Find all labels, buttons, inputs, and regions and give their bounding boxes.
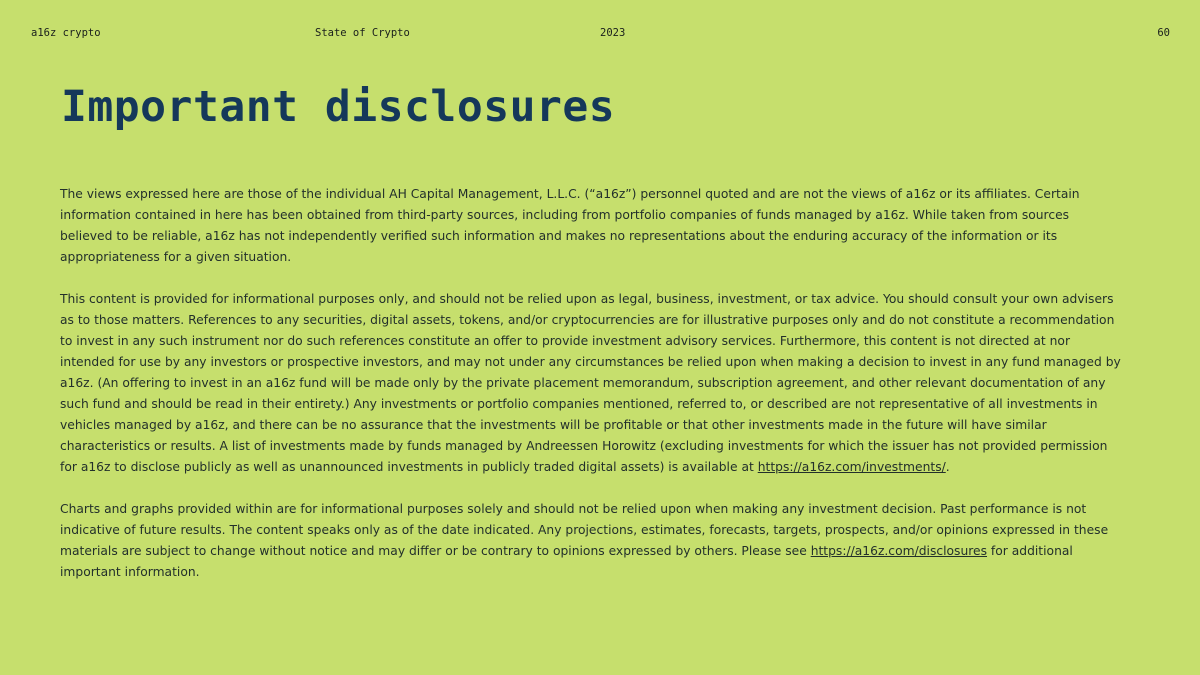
- paragraph-charts-text: Charts and graphs provided within are for informational purposes solely and should not be relied upon when making any investment decision. Past performance is not indicative of future results. The content speaks only as of the date indicated. Any projections, estimates, forecasts, targets, prospects, and/or opinions expressed in these materials are subject to change without notice and may differ or be contrary to opinions expressed by others. Please see: [60, 502, 1109, 558]
- paragraph-content: [60, 289, 1125, 478]
- report-year: 2023: [600, 27, 626, 39]
- disclosures-link[interactable]: https://a16z.com/disclosures: [810, 544, 988, 558]
- slide-header: [0, 27, 1200, 43]
- paragraph-charts-end: for additional important information.: [60, 544, 1073, 579]
- paragraph-views: [60, 184, 1125, 268]
- brand-label: a16z crypto: [31, 27, 101, 39]
- paragraph-charts: [60, 499, 1125, 583]
- report-title: State of Crypto: [315, 27, 410, 39]
- paragraph-content-text: This content is provided for informational purposes only, and should not be relied upon as legal, business, investment, or tax advice. You should consult your own advisers as to those matters. References to any securities, digital assets, tokens, and/or cryptocurrencies are for illustrative purposes only and do not constitute a recommendation to invest in any such instrument nor do such references constitute an offer to provide investment advisory services. Furthermore, this content is not directed at nor intended for use by any investors or prospective investors, and may not under any circumstances be relied upon when making a decision to invest in any fund managed by a16z. (An offering to invest in an a16z fund will be made only by the private placement memorandum, subscription agreement, and other relevant documentation of any such fund and should be read in their entirety.) Any investments or portfolio companies mentioned, referred to, or described are not representative of all investments in vehicles managed by a16z, and there can be no assurance that the investments will be profitable or that other investments made in the future will have similar characteristics or results. A list of investments made by funds managed by Andreessen Horowitz (excluding investments for which the issuer has not provided permission for a16z to disclose publicly as well as unannounced investments in publicly traded digital assets) is available at: [60, 292, 1121, 474]
- paragraph-views-text: The views expressed here are those of the individual AH Capital Management, L.L.C. (“a16z”) personnel quoted and are not the views of a16z or its affiliates. Certain information contained in here has been obtained from third-party sources, including from portfolio companies of funds managed by a16z. While taken from sources believed to be reliable, a16z has not independently verified such information and makes no representations about the enduring accuracy of the information or its appropriateness for a given situation.: [60, 187, 1080, 264]
- investments-link[interactable]: https://a16z.com/investments/: [757, 460, 946, 474]
- paragraph-content-end: .: [945, 460, 950, 474]
- disclosure-body: [60, 184, 1125, 604]
- page-title: Important disclosures: [61, 82, 616, 132]
- page-number: 60: [1157, 27, 1170, 39]
